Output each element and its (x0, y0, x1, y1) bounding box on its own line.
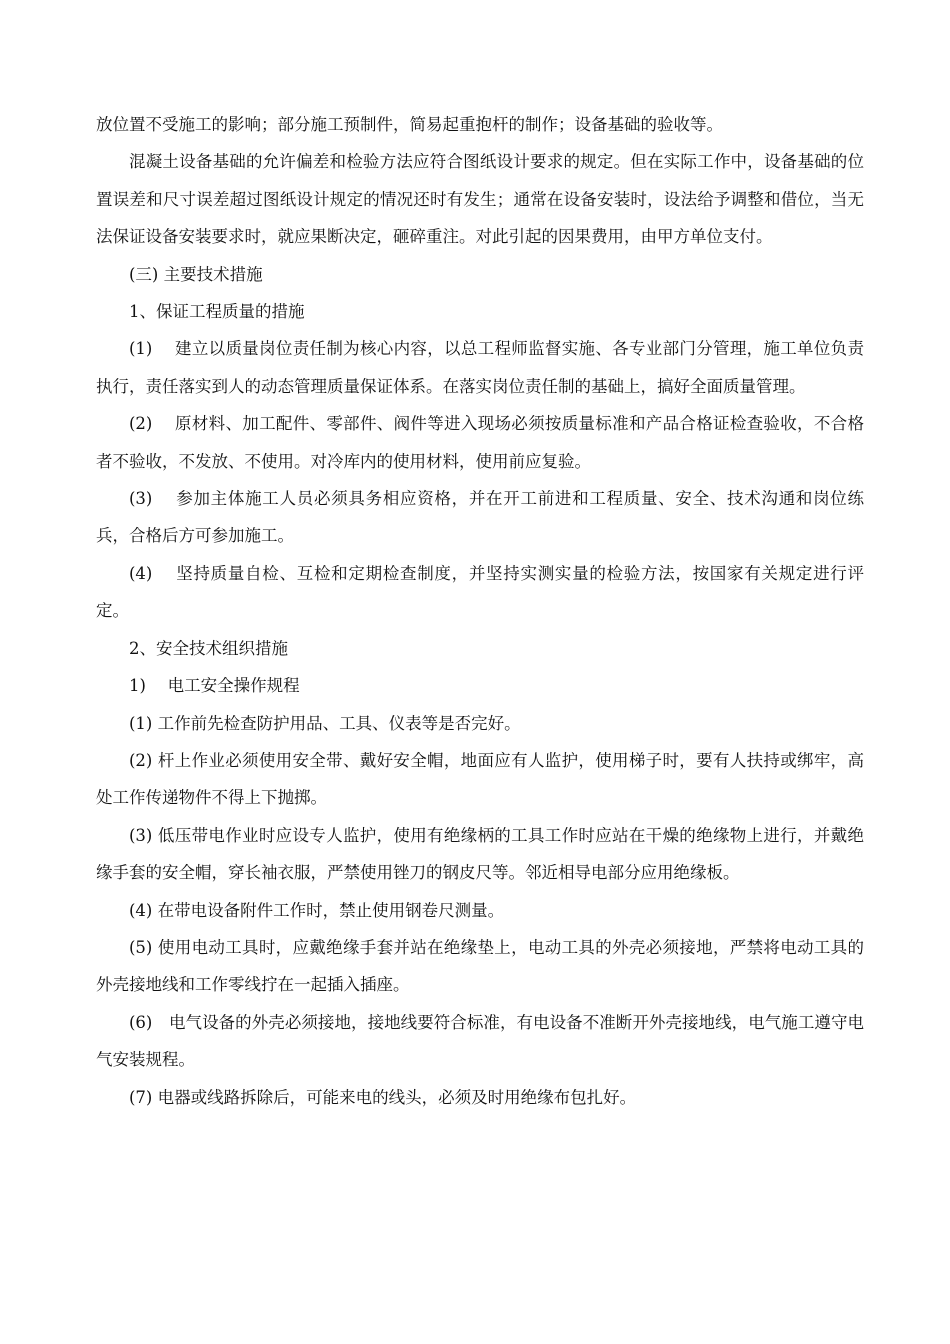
paragraph-2: 混凝土设备基础的允许偏差和检验方法应符合图纸设计要求的规定。但在实际工作中，设备基础的位置误差和尺寸误差超过图纸设计规定的情况还时有发生；通常在设备安装时，设法给予调整和借位，当无法保证设备安装要求时，就应果断决定，砸碎重注。对此引起的因果费用，由甲方单位支付。 (96, 152, 864, 247)
list-item-quality-4: (4) 坚持质量自检、互检和定期检查制度，并坚持实测实量的检验方法，按国家有关规定进行评定。 (96, 563, 864, 621)
list-item-safety-7: (7) 电器或线路拆除后，可能来电的线头，必须及时用绝缘布包扎好。 (129, 1087, 637, 1107)
document-body (96, 106, 864, 1116)
list-item-quality-1: (1) 建立以质量岗位责任制为核心内容，以总工程师监督实施、各专业部门分管理，施工单位负责执行，责任落实到人的动态管理质量保证体系。在落实岗位责任制的基础上，搞好全面质量管理。 (96, 339, 864, 396)
list-item-quality-3: (3) 参加主体施工人员必须具务相应资格，并在开工前进和工程质量、安全、技术沟通和岗位练兵，合格后方可参加施工。 (96, 489, 864, 546)
subheading-quality-measures: 1、保证工程质量的措施 (129, 302, 305, 322)
list-item-quality-2: (2) 原材料、加工配件、零部件、阀件等进入现场必须按质量标准和产品合格证检查验收，不合格者不验收，不发放、不使用。对冷库内的使用材料，使用前应复验。 (96, 414, 864, 471)
list-item-safety-6: (6) 电气设备的外壳必须接地，接地线要符合标准，有电设备不准断开外壳接地线，电气施工遵守电气安装规程。 (96, 1012, 864, 1070)
list-item-safety-5: (5) 使用电动工具时，应戴绝缘手套并站在绝缘垫上，电动工具的外壳必须接地，严禁将电动工具的外壳接地线和工作零线拧在一起插入插座。 (96, 937, 864, 995)
list-item-safety-2: (2) 杆上作业必须使用安全带、戴好安全帽，地面应有人监护，使用梯子时，要有人扶持或绑牢，高处工作传递物件不得上下抛掷。 (96, 750, 864, 808)
paragraph-1: 放位置不受施工的影响；部分施工预制件，简易起重抱杆的制作；设备基础的验收等。 (96, 115, 723, 134)
subheading-electrician-rules: 1) 电工安全操作规程 (129, 676, 300, 696)
list-item-safety-1: (1) 工作前先检查防护用品、工具、仪表等是否完好。 (129, 713, 521, 733)
subheading-safety-measures: 2、安全技术组织措施 (129, 638, 288, 658)
list-item-safety-3: (3) 低压带电作业时应设专人监护，使用有绝缘柄的工具工作时应站在干燥的绝缘物上进行，并戴绝缘手套的安全帽，穿长袖衣服，严禁使用锉刀的钢皮尺等。邻近相导电部分应用绝缘板。 (96, 825, 864, 883)
list-item-safety-4: (4) 在带电设备附件工作时，禁止使用钢卷尺测量。 (129, 900, 505, 920)
section-heading-main-measures: (三) 主要技术措施 (129, 264, 263, 284)
